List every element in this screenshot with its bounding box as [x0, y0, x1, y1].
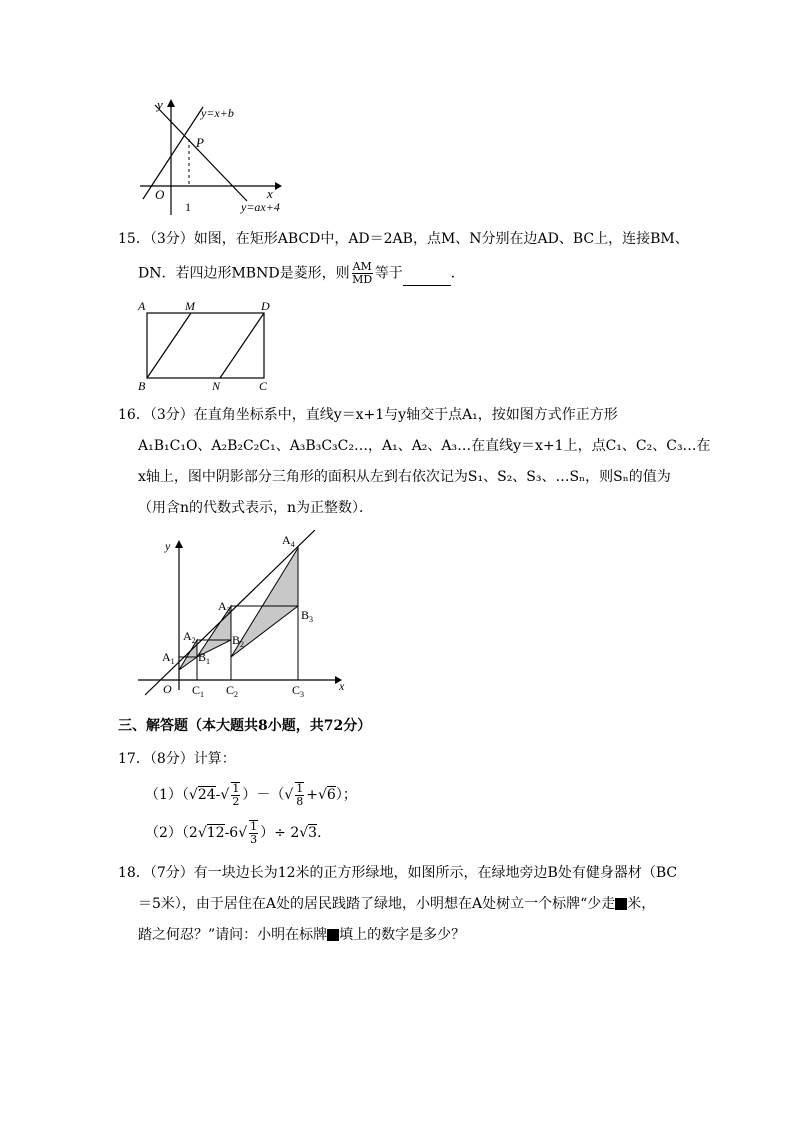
segment-bm	[147, 313, 191, 378]
sqrt-6: √6	[317, 787, 336, 803]
q17-p2-end: ．	[317, 825, 332, 841]
q15-line1: 15．（3分）如图，在矩形ABCD中，AD＝2AB，点M、N分别在边AD、BC上，连接BM、	[118, 231, 689, 247]
y-axis-arrow	[175, 540, 183, 548]
q17-part2	[145, 818, 331, 848]
sqrt-12-radicand: 12	[206, 825, 225, 841]
squares-figure	[135, 530, 355, 705]
point-p-label: P	[196, 135, 204, 150]
linear-functions-figure	[135, 95, 295, 220]
fraction-1-2	[231, 782, 240, 808]
q17-p2-label: （2）（2	[145, 825, 198, 841]
sqrt-eighth: √ $\frac{1}{8}$	[284, 782, 304, 808]
frac-1-3-den: 3	[250, 833, 258, 846]
a1-label: $A_1$	[162, 650, 175, 666]
c2-label: $C_2$	[226, 683, 239, 699]
q15-line2-b: 等于	[374, 265, 403, 282]
q18-line3-a: 踏之何忍？”请问：小明在标牌	[138, 927, 328, 943]
frac-1-8-num: 1	[296, 782, 304, 795]
sqrt-24-radicand: 24	[197, 787, 216, 803]
filled-square-icon	[615, 898, 627, 910]
sqrt-24: √24	[188, 787, 216, 803]
q18-line2-b: 米，	[627, 896, 656, 912]
q17-part1	[145, 780, 357, 810]
q17-p1-label: （1）（	[145, 787, 189, 803]
sqrt-12: √12	[197, 825, 225, 841]
y-axis-label: y	[157, 97, 163, 112]
section-3-heading: 三、解答题（本大题共8小题，共72分）	[118, 718, 372, 734]
label-c: C	[259, 379, 268, 393]
frac-1-2-num: 1	[232, 782, 240, 795]
q15-line2-a: DN．若四边形MBND是菱形，则	[138, 265, 350, 282]
x-axis-label: x	[267, 186, 273, 201]
line1-label: y=x+b	[201, 106, 234, 120]
q17-p1-plus: +	[306, 787, 318, 803]
label-a: A	[138, 299, 146, 313]
q15-line2	[138, 261, 465, 286]
line-y-x-plus-b	[143, 107, 203, 199]
q18-line3	[138, 925, 465, 945]
b1-label: $B_1$	[198, 650, 211, 666]
a3-label: $A_3$	[218, 599, 231, 615]
c3-label: $C_3$	[292, 683, 305, 699]
sqrt-third: √ $\frac{1}{3}$	[238, 820, 258, 846]
fraction-1-3	[249, 820, 258, 846]
q16-line4: （用含n的代数式表示，n为正整数）．	[138, 500, 374, 516]
x-label: x	[339, 679, 345, 693]
frac-1-8-den: 8	[296, 795, 304, 808]
answer-blank	[403, 271, 451, 286]
rectangle-figure	[135, 296, 285, 396]
c1-label: $C_1$	[192, 683, 205, 699]
a2-label: $A_2$	[183, 629, 196, 645]
q17-p1-minus: -	[215, 787, 221, 803]
label-d: D	[261, 299, 270, 313]
frac-1-2-den: 2	[232, 795, 240, 808]
q16-line1: 16．（3分）在直角坐标系中，直线y＝x+1与y轴交于点A₁，按如图方式作正方形	[118, 407, 618, 423]
q17-p2-mid: ）÷ 2	[260, 825, 300, 841]
filled-square-icon	[327, 929, 339, 941]
label-n: N	[212, 379, 221, 393]
fraction-1-8	[295, 782, 304, 808]
q16-line2: A₁B₁C₁O、A₂B₂C₂C₁、A₃B₃C₃C₂…，A₁、A₂、A₃…在直线y＝x+1上，点C₁、C₂、C₃…在	[138, 438, 711, 454]
q18-line1: 18．（7分）有一块边长为12米的正方形绿地，如图所示，在绿地旁边B处有健身器材（BC	[118, 865, 678, 881]
segment-nd	[220, 313, 264, 378]
sqrt-half: √ $\frac{1}{2}$	[220, 782, 240, 808]
q18-line2-a: ＝5米），由于居住在A处的居民践踏了绿地，小明想在A处树立一个标牌“少走	[138, 896, 616, 912]
sqrt-3-radicand: 3	[308, 825, 318, 841]
sqrt-3: √3	[299, 825, 318, 841]
sqrt-6-radicand: 6	[326, 787, 336, 803]
x-axis-arrow	[275, 182, 282, 190]
frac-1-3-num: 1	[250, 820, 258, 833]
rectangle-abcd	[147, 313, 264, 378]
origin-label: O	[155, 187, 165, 202]
label-b: B	[138, 379, 146, 393]
label-m: M	[185, 299, 195, 313]
y-axis-arrow	[167, 99, 175, 107]
a4-label: $A_4$	[282, 533, 295, 549]
q15-fraction	[352, 261, 373, 286]
q16-line3: x轴上，图中阴影部分三角形的面积从左到右依次记为S₁、S₂、S₃、…Sₙ，则Sₙ的值为	[138, 469, 671, 485]
line2-label: y=ax+4	[241, 200, 280, 214]
q15-line2-end: ．	[450, 265, 465, 282]
o-label: O	[163, 682, 172, 696]
b3-label: $B_3$	[301, 608, 314, 624]
q18-line2	[138, 894, 655, 914]
y-label: y	[165, 539, 171, 553]
q17-title: 17．（8分）计算：	[118, 751, 236, 767]
tick-1-label: 1	[185, 200, 191, 214]
q15-frac-num: AM	[352, 260, 372, 273]
b2-label: $B_2$	[232, 633, 245, 649]
q17-p2-minus: -6	[224, 825, 239, 841]
q17-p1-end: ）；	[335, 787, 357, 803]
q15-frac-den: MD	[352, 273, 373, 286]
q17-p1-mid: ）－（	[242, 787, 285, 803]
q18-line3-b: 填上的数字是多少？	[339, 927, 466, 943]
